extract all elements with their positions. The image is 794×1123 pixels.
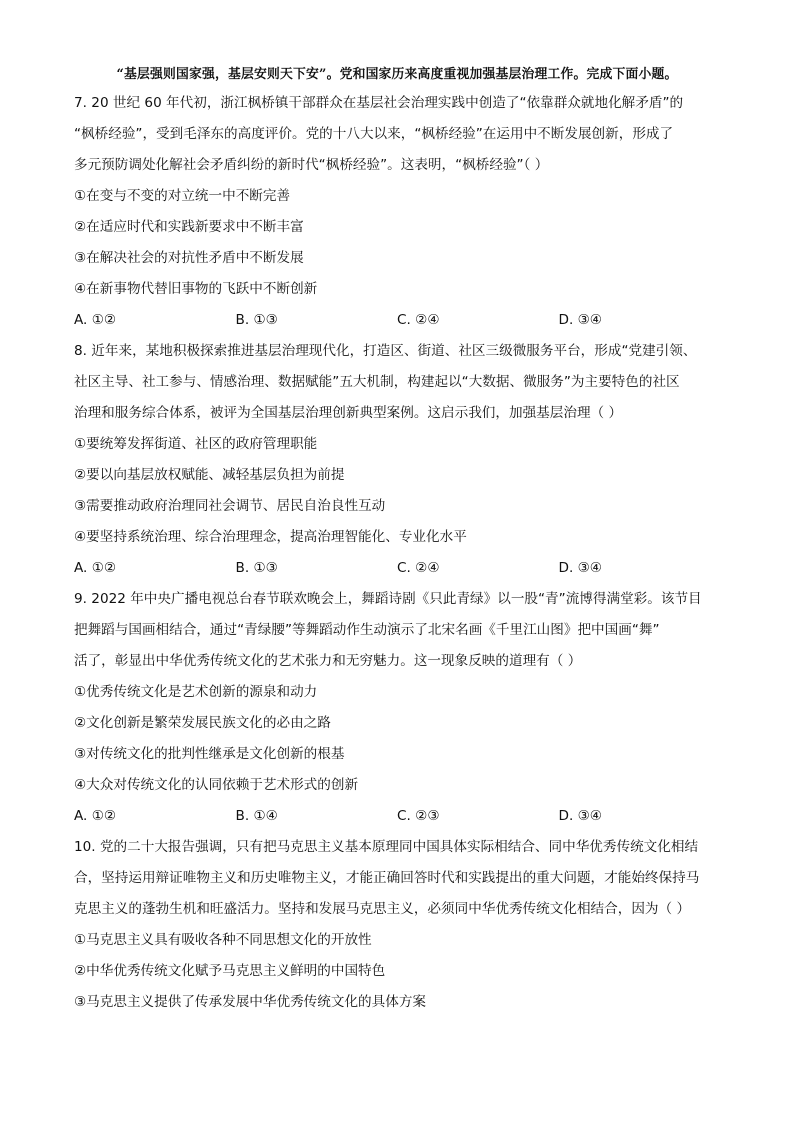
answer-choice-b: B. ①③ xyxy=(235,560,278,576)
question-stem-line: 把舞蹈与国画相结合，通过“青绿腰”等舞蹈动作生动演示了北宋名画《千里江山图》把中国画“舞” xyxy=(74,622,660,638)
statement-option: ③马克思主义提供了传承发展中华优秀传统文化的具体方案 xyxy=(74,994,427,1010)
statement-option: ③需要推动政府治理同社会调节、居民自治良性互动 xyxy=(74,498,386,514)
answer-choice-b: B. ①③ xyxy=(235,312,278,328)
answer-choice-c: C. ②③ xyxy=(397,808,440,824)
answer-choices xyxy=(74,553,720,584)
question-stem-line: 10. 党的二十大报告强调，只有把马克思主义基本原理同中国具体实际相结合、同中华优秀传统文化相结 xyxy=(74,839,699,855)
statement-option: ④大众对传统文化的认同依赖于艺术形式的创新 xyxy=(74,777,359,793)
question-stem-line: 克思主义的蓬勃生机和旺盛活力。坚持和发展马克思主义，必须同中华优秀传统文化相结合，因为（ ） xyxy=(74,901,691,917)
question-9 xyxy=(74,584,720,832)
section-intro: “基层强则国家强，基层安则天下安”。党和国家历来高度重视加强基层治理工作。完成下面小题。 xyxy=(116,67,678,82)
statement-option: ③对传统文化的批判性继承是文化创新的根基 xyxy=(74,746,345,762)
statement-option: ③在解决社会的对抗性矛盾中不断发展 xyxy=(74,250,304,266)
question-stem-line: “枫桥经验”，受到毛泽东的高度评价。党的十八大以来，“枫桥经验”在运用中不断发展创新，形成了 xyxy=(74,126,674,142)
answer-choice-d: D. ③④ xyxy=(558,312,602,328)
question-stem-line: 社区主导、社工参与、情感治理、数据赋能”五大机制，构建起以“大数据、微服务”为主要特色的社区 xyxy=(74,374,680,390)
question-8 xyxy=(74,336,720,584)
statement-option: ②要以向基层放权赋能、减轻基层负担为前提 xyxy=(74,467,345,483)
statement-option: ①马克思主义具有吸收各种不同思想文化的开放性 xyxy=(74,932,372,948)
question-7 xyxy=(74,88,720,336)
statement-option: ①要统筹发挥街道、社区的政府管理职能 xyxy=(74,436,318,452)
question-stem-line: 8. 近年来，某地积极探索推进基层治理现代化，打造区、街道、社区三级微服务平台，形成“党建引领、 xyxy=(74,343,697,359)
statement-option: ④在新事物代替旧事物的飞跃中不断创新 xyxy=(74,281,318,297)
answer-choices xyxy=(74,305,720,336)
statement-option: ②中华优秀传统文化赋予马克思主义鲜明的中国特色 xyxy=(74,963,386,979)
answer-choice-d: D. ③④ xyxy=(558,808,602,824)
answer-choice-d: D. ③④ xyxy=(558,560,602,576)
statement-option: ④要坚持系统治理、综合治理理念，提高治理智能化、专业化水平 xyxy=(74,529,467,545)
answer-choices xyxy=(74,801,720,832)
answer-choice-a: A. ①② xyxy=(74,312,117,328)
question-stem-line: 7. 20 世纪 60 年代初，浙江枫桥镇干部群众在基层社会治理实践中创造了“依靠群众就地化解矛盾”的 xyxy=(74,95,684,111)
question-stem-line: 合，坚持运用辩证唯物主义和历史唯物主义，才能正确回答时代和实践提出的重大问题，才能始终保持马 xyxy=(74,870,700,886)
question-stem-line: 9. 2022 年中央广播电视总台春节联欢晚会上，舞蹈诗剧《只此青绿》以一股“青”流博得满堂彩。该节目 xyxy=(74,591,702,607)
answer-choice-c: C. ②④ xyxy=(397,560,440,576)
answer-choice-c: C. ②④ xyxy=(397,312,440,328)
statement-option: ①优秀传统文化是艺术创新的源泉和动力 xyxy=(74,684,318,700)
question-stem-line: 治理和服务综合体系，被评为全国基层治理创新典型案例。这启示我们，加强基层治理（ ） xyxy=(74,405,623,421)
answer-choice-b: B. ①④ xyxy=(235,808,278,824)
question-stem-line: 活了，彰显出中华优秀传统文化的艺术张力和无穷魅力。这一现象反映的道理有（ ） xyxy=(74,653,582,669)
question-stem-line: 多元预防调处化解社会矛盾纠纷的新时代“枫桥经验”。这表明，“枫桥经验”（ ） xyxy=(74,157,549,173)
statement-option: ②在适应时代和实践新要求中不断丰富 xyxy=(74,219,304,235)
answer-choice-a: A. ①② xyxy=(74,560,117,576)
statement-option: ②文化创新是繁荣发展民族文化的必由之路 xyxy=(74,715,331,731)
answer-choice-a: A. ①② xyxy=(74,808,117,824)
statement-option: ①在变与不变的对立统一中不断完善 xyxy=(74,188,291,204)
question-10 xyxy=(74,832,720,1018)
